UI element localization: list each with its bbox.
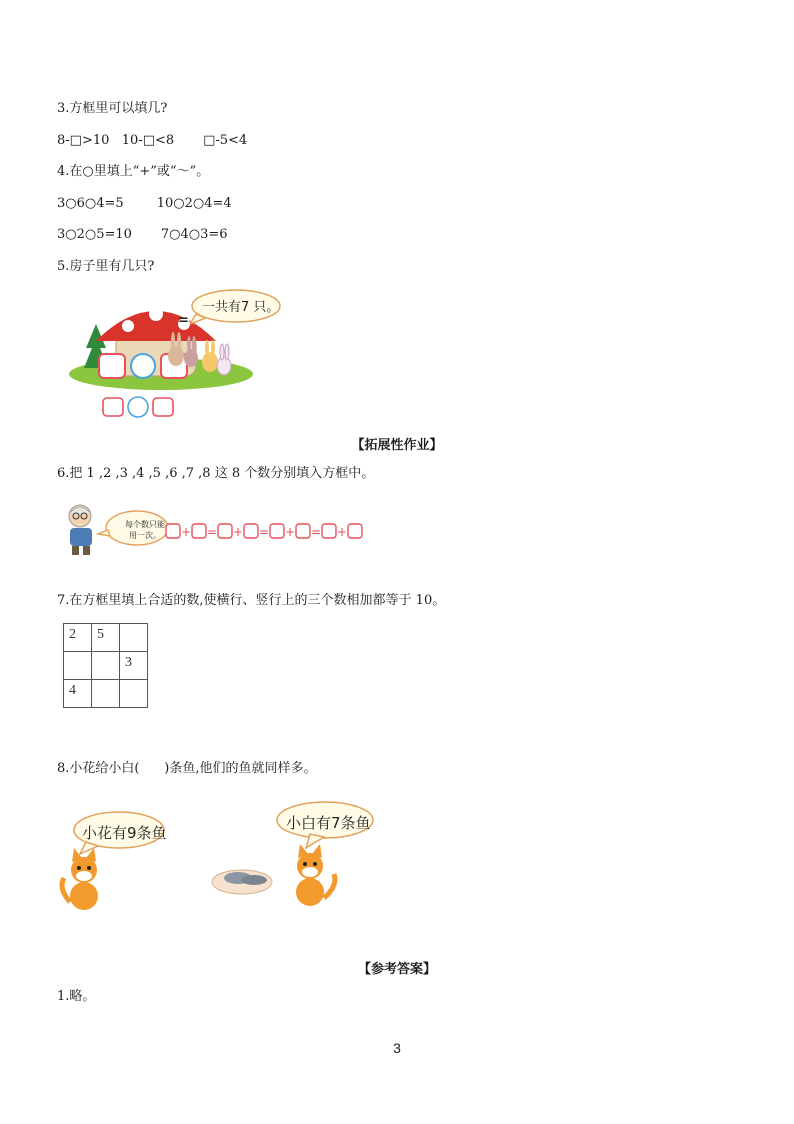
grid-cell[interactable]	[64, 652, 92, 680]
q5-equals-sign: =	[178, 313, 189, 328]
grid-cell-value	[92, 652, 119, 655]
q6-bubble-line1: 每个数只能	[125, 520, 165, 529]
grid-cell[interactable]	[64, 680, 92, 708]
q7-title: 7.在方框里填上合适的数,使横行、竖行上的三个数相加都等于 10。	[57, 593, 446, 608]
section-extension-heading: 【拓展性作业】	[351, 438, 443, 453]
grid-cell-value	[92, 680, 119, 683]
page-number: 3	[393, 1040, 401, 1056]
grid-cell[interactable]	[64, 624, 92, 652]
q5-title: 5.房子里有几只?	[57, 259, 155, 274]
q6-bubble-line2: 用一次。	[129, 531, 161, 540]
grid-cell-value: 2	[69, 627, 76, 642]
grid-cell[interactable]	[120, 680, 148, 708]
grid-cell[interactable]	[92, 652, 120, 680]
q6-op-5: +	[284, 525, 296, 539]
grid-cell[interactable]	[92, 624, 120, 652]
q3-title: 3.方框里可以填几?	[57, 101, 168, 116]
q8-bubble-right-text: 小白有7条鱼	[286, 814, 371, 832]
grid-cell-value: 4	[69, 683, 76, 698]
q6-op-2: =	[206, 525, 218, 539]
q6-op-1: +	[180, 525, 192, 539]
q4-row1: 3○6○4=5 10○2○4=4	[57, 196, 232, 211]
section-answers-heading: 【参考答案】	[357, 962, 436, 977]
q6-op-4: =	[258, 525, 270, 539]
q6-title: 6.把 1 ,2 ,3 ,4 ,5 ,6 ,7 ,8 这 8 个数分别填入方框中。	[57, 466, 375, 481]
q5-bubble-text: 一共有7 只。	[202, 300, 280, 315]
q4-title: 4.在○里填上“+”或“～”。	[57, 164, 210, 179]
grid-cell[interactable]	[120, 652, 148, 680]
grid-cell[interactable]	[120, 624, 148, 652]
answer-1: 1.略。	[57, 989, 96, 1004]
grid-cell-value	[64, 652, 91, 655]
q6-op-6: =	[310, 525, 322, 539]
grid-cell-value	[120, 680, 147, 683]
q8-title: 8.小花给小白( )条鱼,他们的鱼就同样多。	[57, 761, 317, 776]
q6-op-7: +	[336, 525, 348, 539]
q7-number-grid	[63, 623, 148, 708]
q4-row2: 3○2○5=10 7○4○3=6	[57, 227, 228, 242]
q3-inequalities: 8-□>10 10-□<8 □-5<4	[57, 133, 248, 148]
q6-equation-boxes	[164, 521, 369, 543]
grid-cell-value: 5	[97, 627, 104, 642]
q6-op-3: +	[232, 525, 244, 539]
grid-cell-value	[120, 624, 147, 627]
grid-cell-value: 3	[125, 655, 132, 670]
grid-cell[interactable]	[92, 680, 120, 708]
q8-bubble-left-text: 小花有9条鱼	[82, 824, 167, 842]
